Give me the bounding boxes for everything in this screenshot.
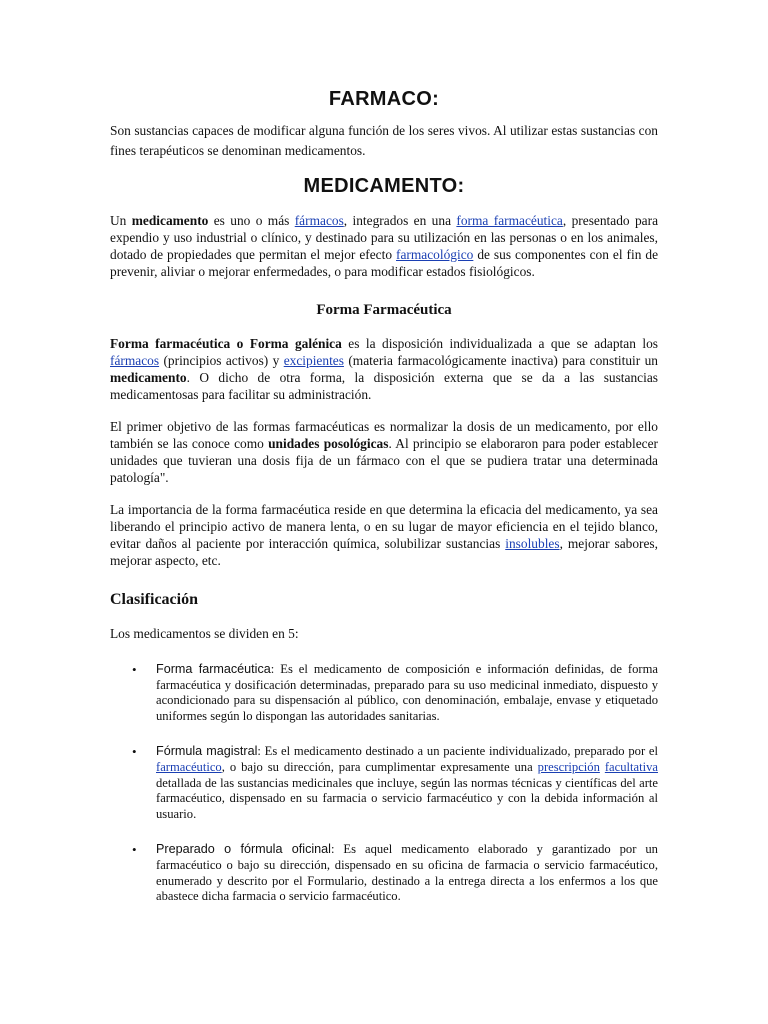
link-facultativa[interactable]: facultativa (604, 759, 658, 774)
link-excipientes[interactable]: excipientes (283, 353, 344, 368)
link-farmaceutico[interactable]: farmacéutico (156, 759, 222, 774)
heading-clasificacion: Clasificación (110, 591, 198, 608)
bold-forma-galenica: Forma farmacéutica o Forma galénica (110, 336, 342, 351)
bullet-icon: • (132, 744, 137, 760)
heading-farmaco: FARMACO: (328, 88, 440, 110)
heading-medicamento: MEDICAMENTO: (303, 175, 465, 197)
medicamento-definition: Un medicamento es uno o más fármacos, integrados en una forma farmacéutica, presentado para expendio y uso industrial o clínico, y destinado para su utilización en las personas o en los animales, dotado de propiedades que permitan el mejor efecto farmacológico de sus componentes con el fin de prevenir, aliviar o mejorar enfermedades, o para modificar estados fisiológicos. (110, 213, 659, 279)
link-farmacos-2[interactable]: fármacos (110, 353, 160, 368)
link-insolubles[interactable]: insolubles (505, 536, 560, 551)
link-farmacologico[interactable]: farmacológico (396, 247, 474, 262)
link-farmacos[interactable]: fármacos (294, 213, 344, 228)
link-prescripcion[interactable]: prescripción (537, 759, 600, 774)
farmaco-definition: Son sustancias capaces de modificar alguna función de los seres vivos. Al utilizar estas sustancias con fines terapéuticos se denominan medicamentos. (110, 123, 658, 158)
bold-unidades-posologicas: unidades posológicas (268, 436, 389, 451)
list-item: • Preparado o fórmula oficinal: Es aquel medicamento elaborado y garantizado por un farmacéutico o bajo su dirección, dispensado en su oficina de farmacia o servicio farmacéutico, enumerado y descrito por el Formulario, destinado a la entrega directa a los enfermos a los que abastece dicha farmacia o servicio farmacéutico. (132, 842, 658, 904)
clasificacion-list (110, 662, 658, 905)
bullet-icon: • (132, 842, 137, 858)
bold-medicamento-2: medicamento (110, 370, 187, 385)
item-title: Forma farmacéutica (156, 662, 271, 676)
list-item: • Fórmula magistral: Es el medicamento destinado a un paciente individualizado, preparado por el farmacéutico, o bajo su dirección, para cumplimentar expresamente una prescripción facultativa detallada de las sustancias medicinales que incluye, según las normas técnicas y científicas del arte farmacéutico, dispensado en su farmacia o servicio farmacéutico y con la debida información al usuario. (132, 744, 659, 821)
heading-forma-farmaceutica: Forma Farmacéutica (316, 302, 452, 318)
bullet-icon: • (132, 662, 137, 677)
spacer (110, 486, 658, 501)
forma-paragraph-3: La importancia de la forma farmacéutica reside en que determina la eficacia del medicamento, ya sea liberando el principio activo de manera lenta, o en su lugar de mayor eficiencia en el tejido blanco, evitar daños al paciente por interacción química, solubilizar sustancias insolubles, mejorar sabores, mejorar aspecto, etc. (110, 502, 658, 568)
forma-paragraph-1: Forma farmacéutica o Forma galénica es la disposición individualizada a que se adaptan los fármacos (principios activos) y excipientes (materia farmacológicamente inactiva) para constituir un medicamento. O dicho de otra forma, la disposición externa que se da a las sustancias medicamentosas para facilitar su administración. (110, 336, 659, 402)
item-title: Preparado o fórmula oficinal (156, 842, 331, 857)
item-title: Fórmula magistral (156, 744, 258, 759)
clasificacion-intro: Los medicamentos se dividen en 5: (110, 626, 299, 641)
forma-paragraph-2: El primer objetivo de las formas farmacéuticas es normalizar la dosis de un medicamento, por ello también se las conoce como unidades posológicas. Al principio se elaboraron para poder establecer unidades que tuvieran una dosis fija de un fármaco con el que se pudiera tratar una determinada patología". (110, 419, 658, 485)
spacer (110, 403, 658, 418)
link-forma-farmaceutica[interactable]: forma farmacéutica (456, 213, 563, 228)
bold-medicamento: medicamento (131, 213, 209, 228)
list-item: • Forma farmacéutica: Es el medicamento de composición e información definidas, de forma farmacéutica y dosificación determinadas, preparado para su uso medicinal inmediato, dispuesto y acondicionado para su dispensación al público, con denominación, embalaje, envase y etiquetado uniformes según lo dispongan las autoridades sanitarias. (132, 662, 659, 723)
